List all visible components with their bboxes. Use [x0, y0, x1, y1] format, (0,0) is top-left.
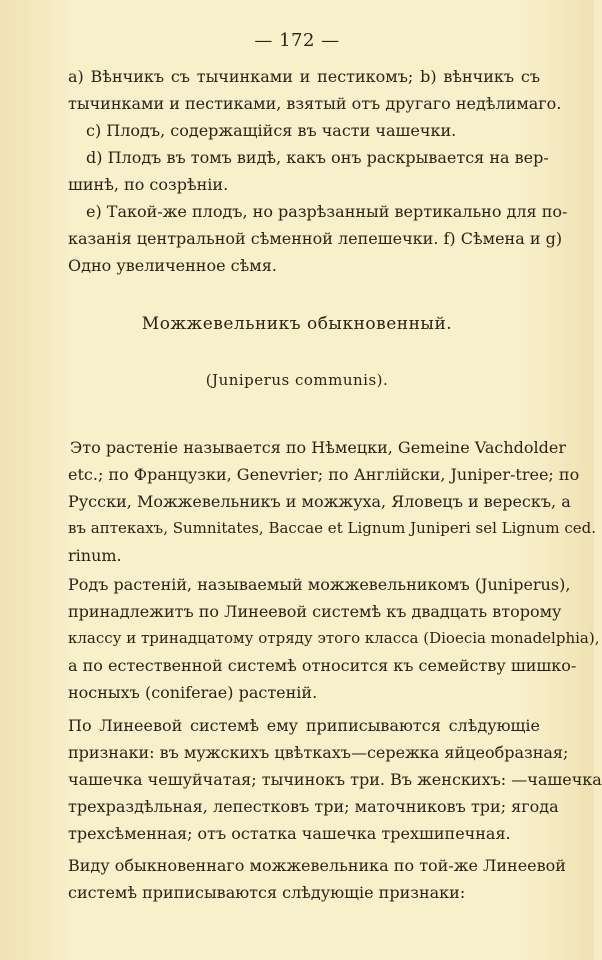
- caption-line: d) Плодъ въ томъ видѣ, какъ онъ раскрывается на вер-: [86, 148, 549, 167]
- paragraph-line: системѣ приписываются слѣдующіе признаки:: [68, 883, 466, 902]
- caption-line: c) Плодъ, содержащійся въ части чашечки.: [86, 121, 457, 140]
- paragraph-features: [68, 712, 602, 847]
- paragraph-line: По Линеевой системѣ ему приписываются слѣдующіе: [68, 716, 540, 735]
- caption-line: a) Вѣнчикъ съ тычинками и пестикомъ; b) вѣнчикъ съ: [68, 67, 540, 86]
- caption-line: Одно увеличенное сѣмя.: [68, 256, 277, 275]
- paragraph-line: Виду обыкновеннаго можжевельника по той-же Линеевой: [68, 856, 566, 875]
- paragraph-line: Это растеніе называется по Нѣмецки, Gemeine Vachdolder: [70, 438, 567, 457]
- paragraph-line: rinum.: [68, 546, 122, 565]
- latin-name: (Juniperus communis).: [205, 371, 389, 389]
- paragraph-line: носныхъ (coniferae) растеній.: [68, 683, 318, 702]
- paragraph-species: [68, 852, 566, 906]
- caption-line: казанія центральной сѣменной лепешечки. f) Сѣмена и g): [68, 229, 563, 248]
- paragraph-line: а по естественной системѣ относится къ семейству шишко-: [68, 656, 577, 675]
- paragraph-line: трехсѣменная; отъ остатка чашечка трехшипечная.: [68, 824, 511, 843]
- caption-line: тычинками и пестиками, взятый отъ другаго недѣлимаго.: [68, 94, 562, 113]
- paragraph-line: etc.; по Французки, Genevrier; по Англійски, Juniper-tree; по: [68, 465, 580, 484]
- caption-line: шинѣ, по созрѣніи.: [68, 175, 229, 194]
- paragraph-line: въ аптекахъ, Sumnitates, Baccae et Lignum Juniperi sel Lignum ced.: [68, 519, 596, 537]
- paragraph-line: трехраздѣльная, лепестковъ три; маточниковъ три; ягода: [68, 797, 559, 816]
- paragraph-names: [68, 434, 596, 569]
- figure-caption: [68, 63, 568, 279]
- paragraph-line: классу и тринадцатому отряду этого класса (Dioecia monadelphia),: [68, 629, 600, 647]
- paragraph-line: Русски, Можжевельникъ и можжуха, Яловецъ и верескъ, а: [68, 492, 571, 511]
- section-heading: Можжевельникъ обыкновенный.: [141, 314, 453, 334]
- paragraph-line: Родъ растеній, называемый можжевельникомъ (Juniperus),: [68, 575, 571, 594]
- paragraph-genus: [68, 571, 600, 706]
- paragraph-line: чашечка чешуйчатая; тычинокъ три. Въ женскихъ: —чашечка: [68, 770, 602, 789]
- paragraph-line: признаки: въ мужскихъ цвѣткахъ—сережка яйцеобразная;: [68, 743, 569, 762]
- page-number: — 172 —: [254, 30, 340, 51]
- caption-line: e) Такой-же плодъ, но разрѣзанный вертикально для по-: [86, 202, 568, 221]
- paragraph-line: принадлежитъ по Линеевой системѣ къ двадцать второму: [68, 602, 562, 621]
